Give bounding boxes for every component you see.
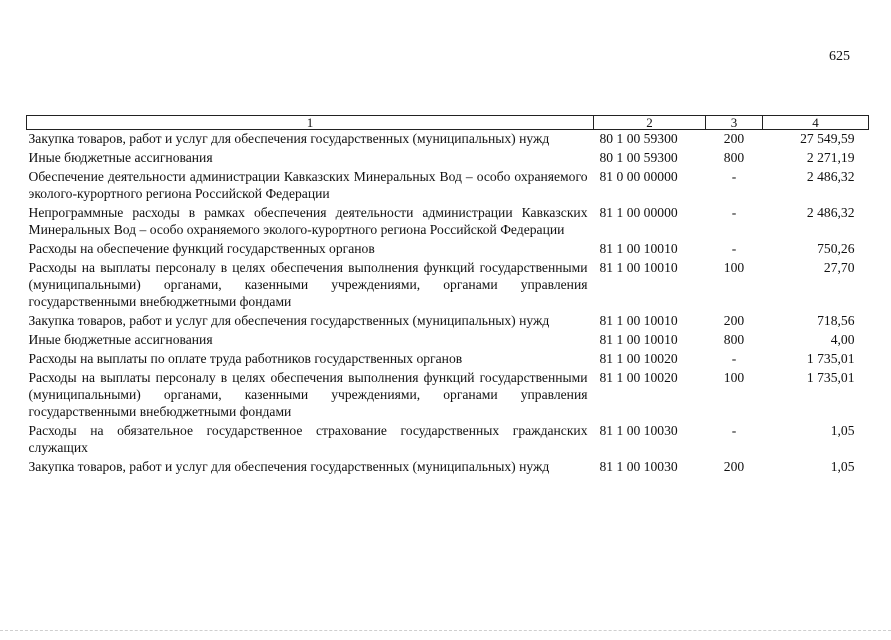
table-row xyxy=(27,422,869,458)
row-name: Расходы на выплаты по оплате труда работников государственных органов xyxy=(28,351,463,366)
row-sum: 27,70 xyxy=(823,260,855,275)
row-name: Расходы на выплаты персоналу в целях обеспечения выполнения функций государственными (муниципальными) органами, казенными учреждениями, органами управления государственными внебюджетными фондами xyxy=(28,370,588,419)
row-type: 100 xyxy=(723,370,745,385)
table-row xyxy=(27,168,869,204)
row-name: Расходы на обеспечение функций государственных органов xyxy=(28,241,375,256)
row-code: 81 1 00 10030 xyxy=(599,459,678,474)
row-type: 200 xyxy=(723,459,745,474)
column-header-sum: 4 xyxy=(763,116,869,130)
row-code: 81 1 00 10010 xyxy=(599,313,678,328)
row-name: Иные бюджетные ассигнования xyxy=(28,332,213,347)
table-row xyxy=(27,312,869,331)
row-type: 200 xyxy=(723,131,745,146)
row-code: 80 1 00 59300 xyxy=(599,131,678,146)
page-number: 625 xyxy=(829,49,850,64)
row-code: 81 1 00 00000 xyxy=(599,205,678,220)
row-type: - xyxy=(731,205,737,220)
row-name: Закупка товаров, работ и услуг для обеспечения государственных (муниципальных) нужд xyxy=(28,313,550,328)
budget-table xyxy=(26,115,869,477)
row-sum: 27 549,59 xyxy=(800,131,855,146)
table-row xyxy=(27,149,869,168)
table-row xyxy=(27,350,869,369)
row-sum: 2 271,19 xyxy=(806,150,855,165)
row-name: Расходы на обязательное государственное страхование государственных гражданских служащих xyxy=(28,423,588,455)
row-type: - xyxy=(731,169,737,184)
row-sum: 2 486,32 xyxy=(806,205,855,220)
row-name: Непрограммные расходы в рамках обеспечения деятельности администрации Кавказских Минеральных Вод – особо охраняемого эколого-курортного региона Российской Федерации xyxy=(28,205,588,237)
row-name: Закупка товаров, работ и услуг для обеспечения государственных (муниципальных) нужд xyxy=(28,131,550,146)
row-type: 800 xyxy=(723,150,745,165)
table-row xyxy=(27,458,869,477)
row-type: 200 xyxy=(723,313,745,328)
row-sum: 1 735,01 xyxy=(806,351,855,366)
row-name: Иные бюджетные ассигнования xyxy=(28,150,213,165)
table-row xyxy=(27,259,869,312)
row-sum: 750,26 xyxy=(817,241,855,256)
row-name: Закупка товаров, работ и услуг для обеспечения государственных (муниципальных) нужд xyxy=(28,459,550,474)
row-code: 81 1 00 10020 xyxy=(599,370,678,385)
table-row xyxy=(27,240,869,259)
row-type: 800 xyxy=(723,332,745,347)
row-type: - xyxy=(731,241,737,256)
table-row xyxy=(27,369,869,422)
row-type: - xyxy=(731,423,737,438)
row-name: Обеспечение деятельности администрации Кавказских Минеральных Вод – особо охраняемого эколого-курортного региона Российской Федерации xyxy=(28,169,588,201)
column-header-code: 2 xyxy=(594,116,706,130)
column-header-name: 1 xyxy=(27,116,594,130)
row-type: 100 xyxy=(723,260,745,275)
row-code: 81 1 00 10030 xyxy=(599,423,678,438)
row-code: 81 1 00 10010 xyxy=(599,260,678,275)
row-sum: 1 735,01 xyxy=(806,370,855,385)
row-sum: 2 486,32 xyxy=(806,169,855,184)
row-code: 81 1 00 10010 xyxy=(599,332,678,347)
row-type: - xyxy=(731,351,737,366)
column-header-type: 3 xyxy=(706,116,763,130)
table-row xyxy=(27,331,869,350)
row-sum: 1,05 xyxy=(830,459,855,474)
row-sum: 1,05 xyxy=(830,423,855,438)
row-sum: 4,00 xyxy=(830,332,855,347)
table-header-row xyxy=(27,116,869,130)
scan-edge-divider xyxy=(0,630,891,633)
row-code: 81 0 00 00000 xyxy=(599,169,678,184)
table-row xyxy=(27,130,869,150)
row-code: 81 1 00 10010 xyxy=(599,241,678,256)
row-name: Расходы на выплаты персоналу в целях обеспечения выполнения функций государственными (муниципальными) органами, казенными учреждениями, органами управления государственными внебюджетными фондами xyxy=(28,260,588,309)
row-sum: 718,56 xyxy=(817,313,855,328)
row-code: 80 1 00 59300 xyxy=(599,150,678,165)
table-row xyxy=(27,204,869,240)
row-code: 81 1 00 10020 xyxy=(599,351,678,366)
